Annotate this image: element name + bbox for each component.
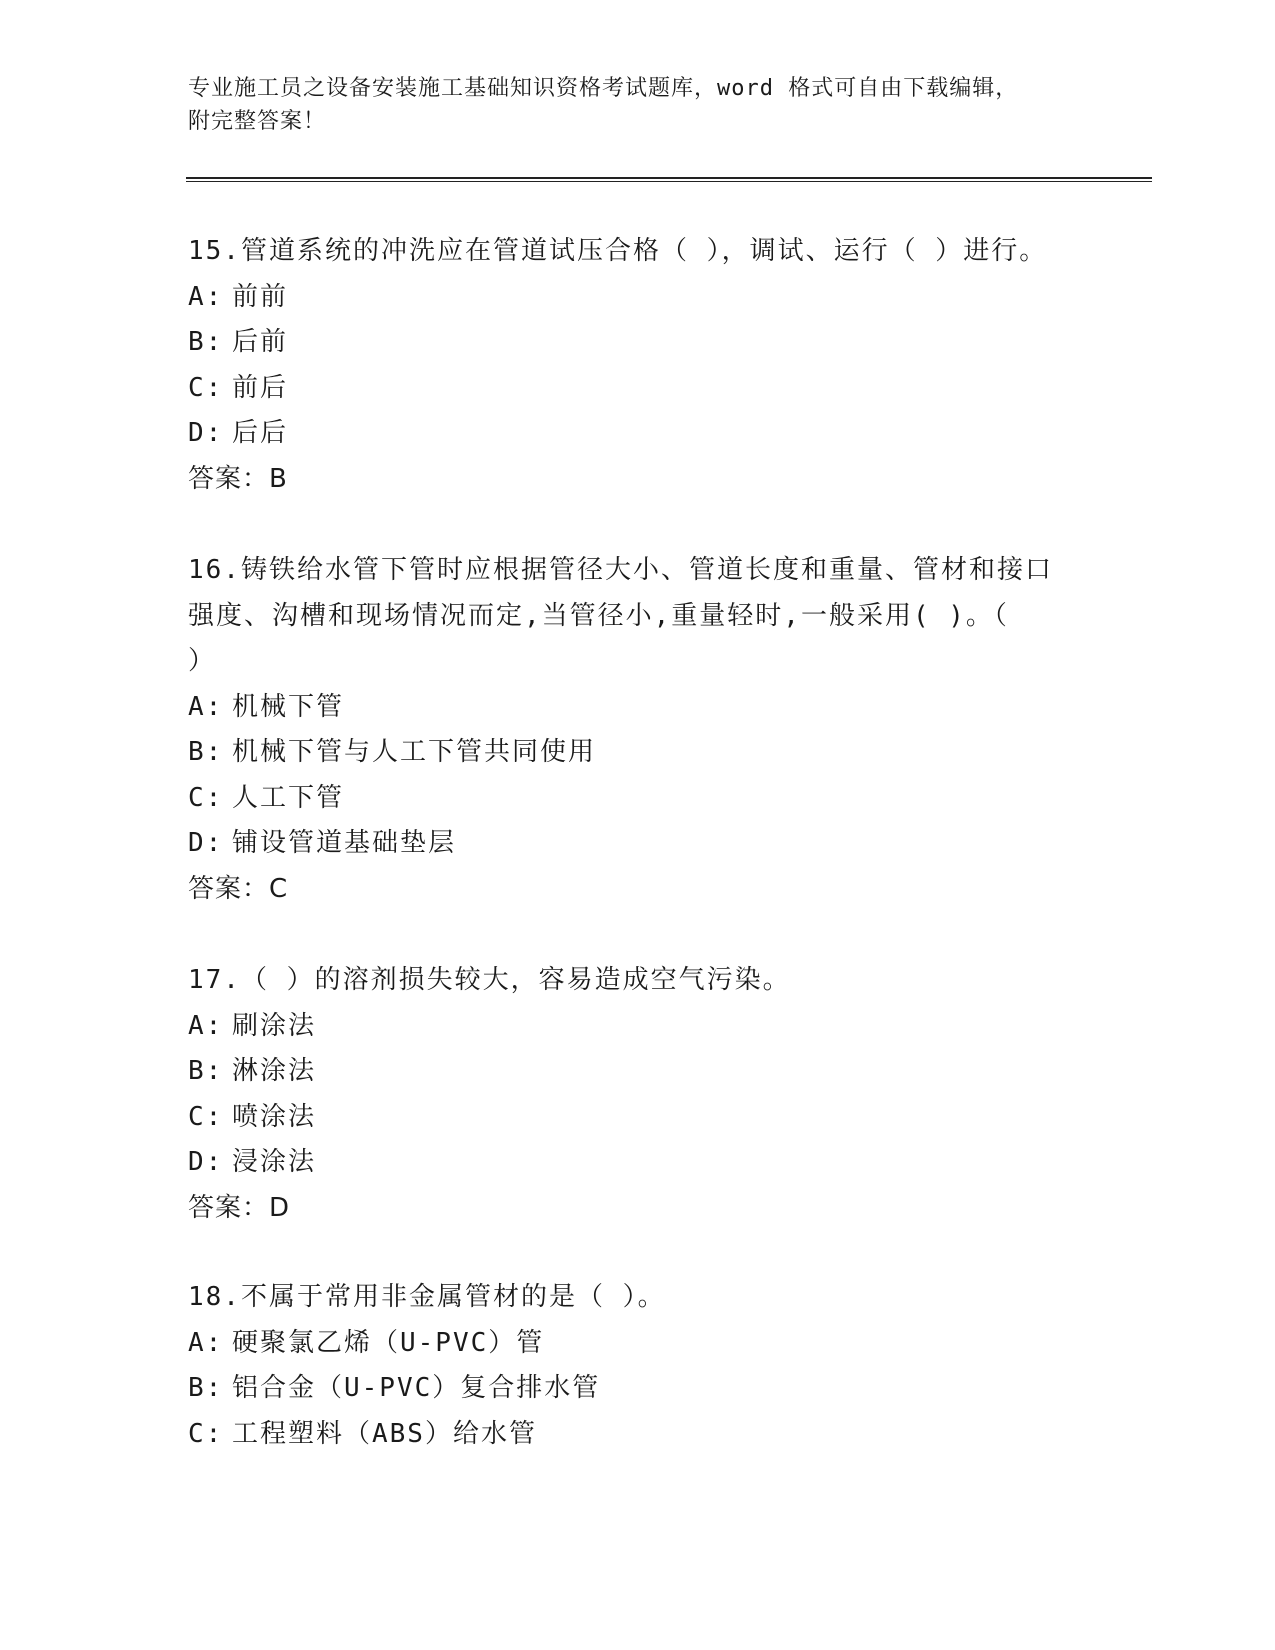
option-text: 浸涂法: [232, 1147, 317, 1177]
option-d: [188, 411, 1088, 457]
option-letter: A:: [188, 1010, 224, 1041]
option-b: [188, 1049, 1088, 1095]
option-b: [188, 1366, 1088, 1412]
option-letter: C:: [188, 782, 224, 813]
question-18: [188, 1275, 1088, 1457]
question-stem: 15.管道系统的冲洗应在管道试压合格（ ），调试、运行（ ）进行。: [188, 236, 1048, 266]
option-text: 喷涂法: [232, 1101, 317, 1132]
option-letter: A:: [188, 691, 224, 722]
option-c: [188, 1412, 1088, 1458]
option-a: [188, 1321, 1088, 1367]
header-line-1: 专业施工员之设备安装施工基础知识资格考试题库，word 格式可自由下载编辑，: [188, 76, 1019, 101]
question-stem: 17.（ ）的溶剂损失较大，容易造成空气污染。: [188, 965, 791, 995]
option-text: 后前: [232, 327, 289, 357]
answer-line: 答案：D: [188, 1192, 291, 1223]
question-stem-line-1: 16.铸铁给水管下管时应根据管径大小、管道长度和重量、管材和接口: [188, 555, 1053, 585]
option-c: [188, 776, 1088, 822]
question-15: [188, 229, 1088, 502]
option-a: [188, 1004, 1088, 1050]
option-text: 铝合金（U-PVC）复合排水管: [232, 1373, 601, 1403]
option-letter: B:: [188, 737, 224, 767]
answer-line: 答案：C: [188, 873, 289, 904]
question-stem-line-2: 强度、沟槽和现场情况而定,当管径小,重量轻时,一般采用( )。（: [188, 600, 1009, 631]
option-a: [188, 685, 1088, 731]
option-letter: C:: [188, 1101, 224, 1132]
option-c: [188, 1095, 1088, 1141]
header-divider-thick: [186, 177, 1152, 179]
option-text: 硬聚氯乙烯（U-PVC）管: [232, 1327, 545, 1358]
question-stem-line-3: ）: [188, 646, 217, 676]
option-b: [188, 730, 1088, 776]
option-text: 机械下管: [232, 691, 345, 722]
option-text: 工程塑料（ABS）给水管: [232, 1418, 537, 1449]
option-text: 前后: [232, 372, 289, 403]
option-d: [188, 1140, 1088, 1186]
option-text: 前前: [232, 281, 289, 312]
option-text: 刷涂法: [232, 1010, 317, 1041]
option-letter: A:: [188, 1327, 224, 1358]
option-letter: D:: [188, 418, 224, 448]
option-text: 机械下管与人工下管共同使用: [232, 737, 597, 767]
option-text: 人工下管: [232, 782, 345, 813]
option-b: [188, 320, 1088, 366]
option-letter: A:: [188, 281, 224, 312]
document-header: [188, 72, 1088, 138]
question-17: [188, 958, 1088, 1231]
question-stem: 18.不属于常用非金属管材的是（ ）。: [188, 1282, 666, 1312]
option-text: 淋涂法: [232, 1056, 317, 1086]
option-d: [188, 821, 1088, 867]
answer-line: 答案：B: [188, 463, 288, 494]
option-a: [188, 275, 1088, 321]
option-letter: D:: [188, 1147, 224, 1177]
option-letter: C:: [188, 1418, 224, 1449]
question-16: [188, 548, 1088, 912]
option-text: 铺设管道基础垫层: [232, 828, 457, 858]
option-letter: C:: [188, 372, 224, 403]
option-c: [188, 366, 1088, 412]
option-letter: B:: [188, 1373, 224, 1403]
option-letter: D:: [188, 828, 224, 858]
header-divider-thin: [186, 181, 1152, 182]
option-letter: B:: [188, 327, 224, 357]
header-line-2: 附完整答案！: [188, 109, 327, 134]
option-text: 后后: [232, 418, 289, 448]
option-letter: B:: [188, 1056, 224, 1086]
